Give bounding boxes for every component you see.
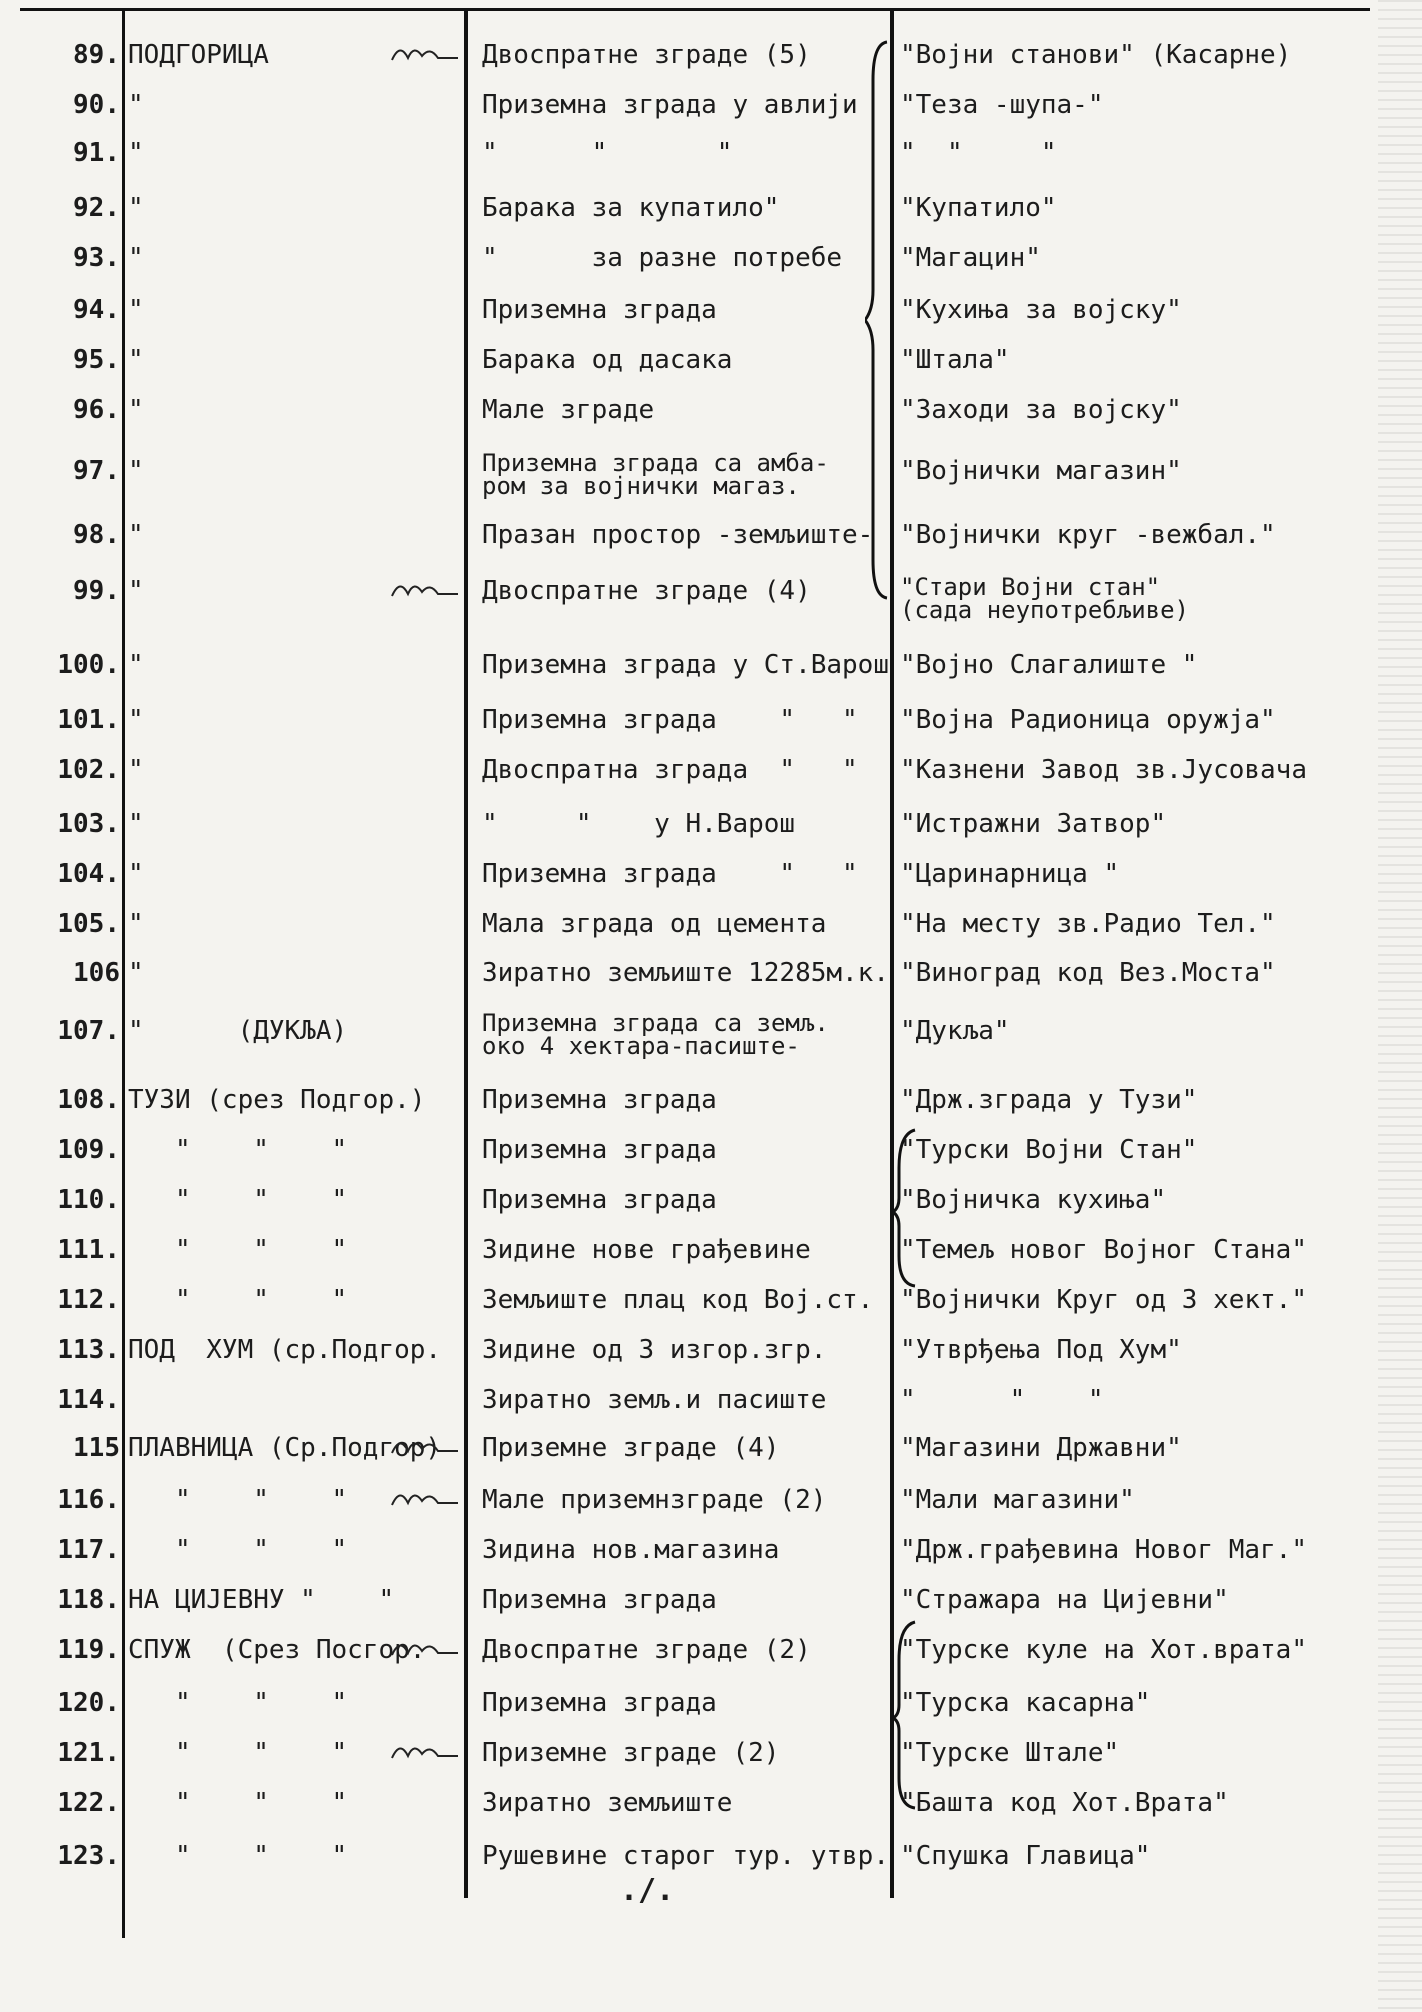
cell-desc: Зиратно земљиште xyxy=(482,1788,733,1818)
cell-desc: Зидине од 3 изгор.згр. xyxy=(482,1335,827,1365)
cell-use: "Турска касарна" xyxy=(900,1688,1151,1718)
cell-num: 121. xyxy=(57,1738,120,1768)
cell-use: "Војна Радионица оружја" xyxy=(900,705,1276,735)
cell-place: " xyxy=(128,520,144,550)
cell-use: "Војно Слагалиште " xyxy=(900,650,1198,680)
cell-place: " (ДУКЉА) xyxy=(128,1016,348,1046)
cell-use: "Војни станови" (Касарне) xyxy=(900,40,1292,70)
table-row xyxy=(0,1637,1422,1687)
table-row xyxy=(0,573,1422,628)
cell-place: " " " xyxy=(128,1688,348,1718)
cell-desc: Приземне зграде (2) xyxy=(482,1738,780,1768)
cell-use: "Виноград код Вез.Моста" xyxy=(900,958,1276,988)
table-row xyxy=(0,449,1422,508)
table-row xyxy=(0,42,1422,92)
cell-num: 96. xyxy=(73,395,120,425)
cell-use: "Темељ новог Војног Стана" xyxy=(900,1235,1307,1265)
cell-desc: Приземна зграда xyxy=(482,1135,717,1165)
cell-num: 110. xyxy=(57,1185,120,1215)
table-row xyxy=(0,1843,1422,1893)
cell-num: 123. xyxy=(57,1841,120,1871)
cell-desc: Двоспратне зграде (5) xyxy=(482,40,811,70)
table-row xyxy=(0,757,1422,807)
cell-use: "Заходи за војску" xyxy=(900,395,1182,425)
table-row xyxy=(0,1790,1422,1840)
cell-desc: Приземне зграде (4) xyxy=(482,1433,780,1463)
cell-desc: Мале приземнзграде (2) xyxy=(482,1485,827,1515)
cell-num: 103. xyxy=(57,809,120,839)
cell-desc: Приземна зграда у авлији xyxy=(482,90,858,120)
table-row xyxy=(0,92,1422,142)
cell-place: " xyxy=(128,138,144,168)
cell-use: "Турски Војни Стан" xyxy=(900,1135,1198,1165)
cell-num: 102. xyxy=(57,755,120,785)
cell-use: "На месту зв.Радио Тел." xyxy=(900,909,1276,939)
cell-use: "Мали магазини" xyxy=(900,1485,1135,1515)
cell-num: 108. xyxy=(57,1085,120,1115)
cell-num: 100. xyxy=(57,650,120,680)
cell-num: 101. xyxy=(57,705,120,735)
cell-use: "Кухиња за војску" xyxy=(900,295,1182,325)
cell-num: 118. xyxy=(57,1585,120,1615)
table-row xyxy=(0,707,1422,757)
table-row xyxy=(0,911,1422,961)
cell-desc: Приземна зграда xyxy=(482,1585,717,1615)
cell-num: 117. xyxy=(57,1535,120,1565)
cell-desc: " " у Н.Варош xyxy=(482,809,796,839)
cell-place: НА ЦИЈЕВНУ " " xyxy=(128,1585,395,1615)
cell-desc: Приземна зграда xyxy=(482,1085,717,1115)
cell-use: "Војнички круг -вежбал." xyxy=(900,520,1276,550)
cell-use: "Башта код Хот.Врата" xyxy=(900,1788,1229,1818)
cell-use: "Казнени Завод зв.Јусовача xyxy=(900,755,1307,785)
cell-num: 99. xyxy=(73,576,120,606)
cell-num: 113. xyxy=(57,1335,120,1365)
cell-desc: Мала зграда од цемента xyxy=(482,909,827,939)
cell-desc: Зидине нове грађевине xyxy=(482,1235,811,1265)
table-row xyxy=(0,1009,1422,1068)
cell-use: "Истражни Затвор" xyxy=(900,809,1167,839)
top-rule xyxy=(20,8,1370,11)
table-row xyxy=(0,297,1422,347)
cell-place: " " " xyxy=(128,1135,348,1165)
cell-desc: Празан простор -земљиште- xyxy=(482,520,874,550)
table-row xyxy=(0,811,1422,861)
table-row xyxy=(0,140,1422,190)
table-row xyxy=(0,1387,1422,1437)
cell-num: 95. xyxy=(73,345,120,375)
handwritten-annotation xyxy=(390,1736,460,1766)
cell-desc: Мале зграде xyxy=(482,395,655,425)
table-row xyxy=(0,1337,1422,1387)
cell-use: "Држ.зграда у Тузи" xyxy=(900,1085,1198,1115)
table-row xyxy=(0,960,1422,1010)
cell-desc: Приземна зграда " " xyxy=(482,705,858,735)
cell-num: 114. xyxy=(57,1385,120,1415)
cell-desc: Приземна зграда са амба- ром за војнички магаз. xyxy=(482,449,829,500)
cell-use: "Магазини Државни" xyxy=(900,1433,1182,1463)
cell-place: " " " xyxy=(128,1738,348,1768)
cell-use: "Штала" xyxy=(900,345,1010,375)
handwritten-annotation xyxy=(390,38,460,68)
table-row xyxy=(0,1587,1422,1637)
table-row xyxy=(0,1087,1422,1137)
cell-place: " xyxy=(128,650,144,680)
cell-desc: Зиратно земљиште 12285м.к. xyxy=(482,958,889,988)
cell-num: 120. xyxy=(57,1688,120,1718)
cell-num: 89. xyxy=(73,40,120,70)
table-row xyxy=(0,245,1422,295)
cell-place: " xyxy=(128,456,144,486)
table-row xyxy=(0,397,1422,447)
cell-place: " xyxy=(128,755,144,785)
cell-place: " xyxy=(128,958,144,988)
cell-place: " " " xyxy=(128,1185,348,1215)
cell-desc: Рушевине старог тур. утвр. xyxy=(482,1841,889,1871)
cell-place: " " " xyxy=(128,1841,348,1871)
cell-desc: Приземна зграда у Ст.Варош xyxy=(482,650,889,680)
cell-num: 122. xyxy=(57,1788,120,1818)
cell-use: "Царинарница " xyxy=(900,859,1120,889)
cell-place: " xyxy=(128,295,144,325)
cell-desc: Земљиште плац код Вој.ст. xyxy=(482,1285,874,1315)
cell-num: 107. xyxy=(57,1016,120,1046)
cell-place: " xyxy=(128,705,144,735)
table-row xyxy=(0,195,1422,245)
cell-use: "Купатило" xyxy=(900,193,1057,223)
table-row xyxy=(0,1187,1422,1237)
cell-use: " " " xyxy=(900,1385,1104,1415)
handwritten-annotation xyxy=(390,1483,460,1513)
handwritten-annotation xyxy=(390,574,460,604)
cell-place: " " " xyxy=(128,1485,348,1515)
cell-num: 111. xyxy=(57,1235,120,1265)
cell-use: " " " xyxy=(900,138,1057,168)
cell-desc: Двоспратне зграде (2) xyxy=(482,1635,811,1665)
handwritten-annotation xyxy=(390,1633,460,1663)
cell-num: 92. xyxy=(73,193,120,223)
cell-desc: Зидина нов.магазина xyxy=(482,1535,780,1565)
table-row xyxy=(0,652,1422,702)
cell-place: " " " xyxy=(128,1788,348,1818)
cell-desc: Зиратно земљ.и пасиште xyxy=(482,1385,827,1415)
table-row xyxy=(0,1690,1422,1740)
cell-desc: Приземна зграда xyxy=(482,1185,717,1215)
cell-num: 119. xyxy=(57,1635,120,1665)
cell-use: "Теза -шупа-" xyxy=(900,90,1104,120)
cell-place: ПОДГОРИЦА xyxy=(128,40,269,70)
cell-desc: Двоспратна зграда " " xyxy=(482,755,858,785)
cell-use: "Стари Војни стан" (сада неупотребљиве) xyxy=(900,573,1189,624)
cell-use: "Стражара на Цијевни" xyxy=(900,1585,1229,1615)
cell-place: ПОД ХУМ (ср.Подгор. xyxy=(128,1335,442,1365)
cell-desc: Барака за купатило" xyxy=(482,193,780,223)
cell-use: "Војничка кухиња" xyxy=(900,1185,1167,1215)
cell-place: " xyxy=(128,90,144,120)
cell-num: 93. xyxy=(73,243,120,273)
cell-use: "Спушка Главица" xyxy=(900,1841,1151,1871)
cell-use: "Утврђења Под Хум" xyxy=(900,1335,1182,1365)
cell-use: "Држ.грађевина Новог Маг." xyxy=(900,1535,1307,1565)
cell-use: "Турске Штале" xyxy=(900,1738,1120,1768)
continuation-mark: ./. xyxy=(620,1873,675,1908)
cell-num: 109. xyxy=(57,1135,120,1165)
cell-num: 112. xyxy=(57,1285,120,1315)
cell-place: " xyxy=(128,345,144,375)
cell-place: " " " xyxy=(128,1235,348,1265)
table-row xyxy=(0,347,1422,397)
cell-num: 116. xyxy=(57,1485,120,1515)
cell-desc: " " " xyxy=(482,138,733,168)
table-row xyxy=(0,1435,1422,1485)
cell-place: ПЛАВНИЦА (Ср.Подгор) xyxy=(128,1433,442,1463)
cell-place: " xyxy=(128,576,144,606)
cell-place: " xyxy=(128,909,144,939)
cell-desc: Приземна зграда са земљ. око 4 хектара-пасиште- xyxy=(482,1009,829,1060)
cell-use: "Војнички Круг од 3 хект." xyxy=(900,1285,1307,1315)
table-row xyxy=(0,1287,1422,1337)
cell-num: 106 xyxy=(73,958,120,988)
cell-num: 91. xyxy=(73,138,120,168)
cell-place: " " " xyxy=(128,1285,348,1315)
table-row xyxy=(0,1487,1422,1537)
cell-desc: Приземна зграда xyxy=(482,1688,717,1718)
cell-use: "Војнички магазин" xyxy=(900,456,1182,486)
cell-use: "Магацин" xyxy=(900,243,1041,273)
cell-desc: Барака од дасака xyxy=(482,345,733,375)
cell-desc: " за разне потребе xyxy=(482,243,843,273)
cell-use: "Дукља" xyxy=(900,1016,1010,1046)
cell-desc: Приземна зграда " " xyxy=(482,859,858,889)
cell-place: " xyxy=(128,395,144,425)
cell-num: 104. xyxy=(57,859,120,889)
handwritten-annotation xyxy=(390,1431,460,1461)
cell-place: " " " xyxy=(128,1535,348,1565)
cell-place: ТУЗИ (срез Подгор.) xyxy=(128,1085,426,1115)
cell-num: 94. xyxy=(73,295,120,325)
cell-num: 98. xyxy=(73,520,120,550)
table-row xyxy=(0,1137,1422,1187)
cell-desc: Приземна зграда xyxy=(482,295,717,325)
cell-num: 97. xyxy=(73,456,120,486)
cell-place: " xyxy=(128,193,144,223)
cell-num: 105. xyxy=(57,909,120,939)
table-row xyxy=(0,861,1422,911)
cell-place: " xyxy=(128,809,144,839)
table-row xyxy=(0,1740,1422,1790)
cell-desc: Двоспратне зграде (4) xyxy=(482,576,811,606)
cell-place: СПУЖ (Срез Посгор. xyxy=(128,1635,426,1665)
table-row xyxy=(0,1537,1422,1587)
table-row xyxy=(0,1237,1422,1287)
table-row xyxy=(0,522,1422,572)
cell-place: " xyxy=(128,859,144,889)
cell-num: 115 xyxy=(73,1433,120,1463)
cell-use: "Турске куле на Хот.врата" xyxy=(900,1635,1307,1665)
cell-num: 90. xyxy=(73,90,120,120)
cell-place: " xyxy=(128,243,144,273)
